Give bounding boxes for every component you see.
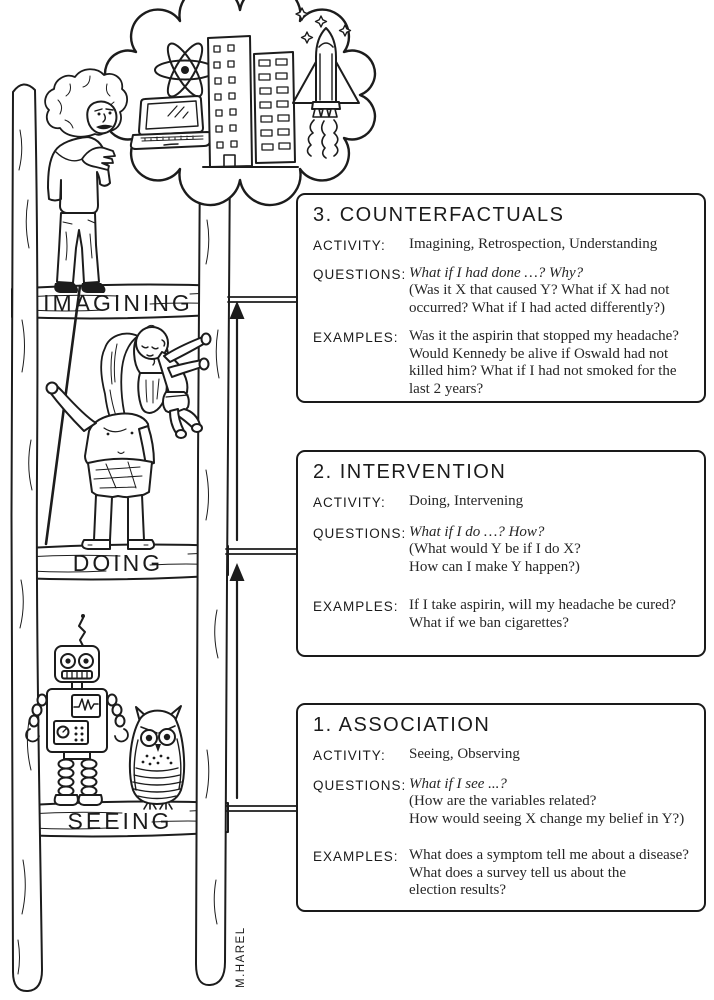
example-line: What if we ban cigarettes? [409,614,569,631]
arrow-seeing-to-doing-icon [230,563,245,798]
activity-value: Imagining, Retrospection, Understanding [409,236,658,252]
activity-row [313,236,692,254]
question-sub-line: (How are the variables related? [409,793,597,809]
question-sub-line: How can I make Y happen?) [409,558,580,575]
rung-label-imagining: IMAGINING [43,290,193,316]
activity-value: Seeing, Observing [409,746,520,762]
question-sub-line: occurred? What if I had acted differently?) [409,299,665,316]
connector-imagining [228,297,297,302]
question-main: What if I had done …? Why? [409,264,584,281]
examples-label: EXAMPLES: [313,849,399,864]
question-sub-line: (Was it X that caused Y? What if X had not [409,282,670,298]
questions-label: QUESTIONS: [313,525,407,541]
examples-value [409,847,689,900]
example-line: What does a symptom tell me about a disease? [409,847,689,863]
activity-label: ACTIVITY: [313,748,386,763]
connector-seeing [226,806,297,811]
counterfactuals-box [296,193,706,403]
questions-value [409,524,581,577]
questions-row [313,524,692,577]
example-line: Was it the aspirin that stopped my headache? [409,328,679,344]
association-box [296,703,706,912]
question-main: What if I do …? How? [409,523,545,540]
einstein-figure [45,69,127,293]
question-sub-line: How would seeing X change my belief in Y?) [409,810,685,827]
activity-row [313,746,692,764]
example-line: Would Kennedy be alive if Oswald had not [409,345,669,362]
examples-label: EXAMPLES: [313,330,399,345]
left-pole [12,84,43,991]
example-line: killed him? What if I had not smoked for the [409,363,677,379]
activity-value: Doing, Intervening [409,493,524,509]
question-sub-line: (What would Y be if I do X? [409,541,581,557]
examples-row [313,328,692,398]
skyscrapers-icon [203,36,298,167]
example-line: What does a survey tell us about the [409,864,627,881]
counterfactuals-title: 3. COUNTERFACTUALS [313,204,565,226]
activity-label: ACTIVITY: [313,238,386,253]
examples-value [409,597,676,632]
connector-doing [226,549,297,554]
question-main: What if I see ...? [409,775,507,792]
questions-row [313,265,692,318]
examples-row [313,597,692,632]
owl-figure [130,706,184,809]
robot-figure [26,614,128,805]
laptop-icon [131,96,211,149]
intervention-box [296,450,706,657]
questions-value [409,776,684,829]
questions-label: QUESTIONS: [313,266,407,282]
intervention-title: 2. INTERVENTION [313,461,507,483]
association-title: 1. ASSOCIATION [313,714,491,736]
activity-row [313,493,692,511]
questions-value [409,265,669,318]
arrow-doing-to-imagining-icon [230,301,245,540]
examples-value [409,328,679,398]
examples-label: EXAMPLES: [313,599,399,614]
rung-label-doing: DOING [72,550,164,576]
example-line: If I take aspirin, will my headache be cured? [409,597,676,613]
rung-label-seeing: SEEING [67,808,173,834]
questions-row [313,776,692,829]
example-line: election results? [409,882,507,898]
activity-label: ACTIVITY: [313,495,386,510]
example-line: last 2 years? [409,380,484,397]
examples-row [313,847,692,900]
artist-signature: M.HAREL [235,926,247,988]
right-pole [196,146,230,985]
questions-label: QUESTIONS: [313,777,407,793]
